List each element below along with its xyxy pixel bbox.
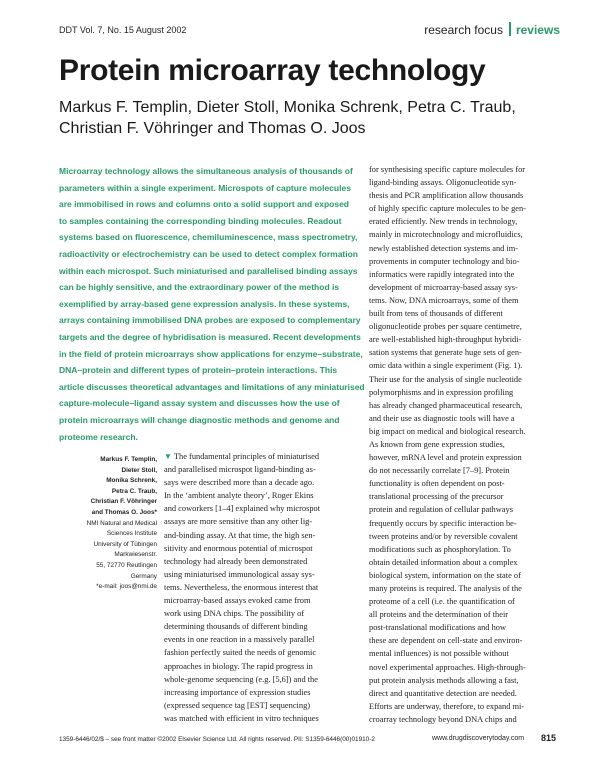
body-text-line: provements in computer technology and bio- xyxy=(369,256,520,266)
body-text-line: and coworkers [1–4] explained why microspot xyxy=(164,504,321,514)
body-text-line: tems. Nevertheless, the enormous interest that xyxy=(164,582,319,592)
body-text-line: was matched with efficient in vitro techniques xyxy=(164,713,319,723)
body-text-line: sitivity and enormous potential of microspot xyxy=(164,543,313,553)
body-text-line: functionality is often dependent on post- xyxy=(369,479,505,489)
body-text-line: these are dependent on cell-state and environ- xyxy=(369,636,523,646)
body-text-line: sation systems that generate huge sets of gen- xyxy=(369,348,522,358)
body-text-line: Efforts are underway, therefore, to expand mi- xyxy=(369,701,525,711)
abstract-line: are immobilised in rows and columns onto a solid support and exposed xyxy=(59,199,349,210)
body-text-line: of highly specific capture molecules to be gen- xyxy=(369,204,526,214)
affiliation-name: Christian F. Vöhringer xyxy=(90,498,157,506)
abstract-line: can be highly sensitive, and the extraordinary power of the method is xyxy=(59,282,340,293)
abstract-line: article discusses theoretical advantages and limitations of any miniaturised xyxy=(59,381,365,392)
affiliation-name: Monika Schrenk, xyxy=(106,477,157,485)
abstract xyxy=(59,163,365,445)
journal-issue: DDT Vol. 7, No. 15 August 2002 xyxy=(59,25,187,35)
body-text-line: for synthesising specific capture molecules for xyxy=(369,165,526,174)
triangle-marker-icon: ▼ xyxy=(164,452,174,461)
body-text-line: fashion perfectly suited the needs of genomic xyxy=(164,648,317,658)
body-text-line: ligand-binding assays. Oligonucleotide syn- xyxy=(369,178,517,188)
abstract-line: systems based on fluorescence, chemiluminescence, mass spectrometry, xyxy=(59,232,358,243)
body-text-line: oligonucleotide probes per square centimetre, xyxy=(369,322,522,332)
author-line: Markus F. Templin, Dieter Stoll, Monika Schrenk, Petra C. Traub, xyxy=(59,99,516,116)
body-text-line: determining thousands of different binding xyxy=(164,622,308,632)
abstract-line: to samples containing the corresponding binding molecules. Readout xyxy=(59,215,342,226)
body-text-line: Their use for the analysis of single nucleotide xyxy=(369,374,522,384)
author-affiliation xyxy=(59,455,157,593)
affiliation-address-line: Germany xyxy=(130,572,157,580)
affiliation-address-line: 55, 72770 Reutlingen xyxy=(96,561,157,569)
body-text-line: work using DNA chips. The possibility of xyxy=(164,609,305,619)
abstract-line: proteome research. xyxy=(59,431,138,442)
body-text-line: mainly in microtechnology and microfluidics, xyxy=(369,230,523,240)
body-text-line: protein and regulation of cellular pathways xyxy=(369,505,513,515)
abstract-line: DNA–protein and different types of protein–protein interactions. This xyxy=(59,365,338,376)
body-text-line: In the ‘ambient analyte theory’, Roger Ekins xyxy=(164,491,314,501)
body-text-line: development of microarray-based assay sys- xyxy=(369,282,518,292)
affiliation-address-line: NMI Natural and Medical xyxy=(86,519,157,527)
body-text-line: technology had already been demonstrated xyxy=(164,556,308,566)
affiliation-name: Petra C. Traub, xyxy=(111,487,157,495)
affiliation-address-line: University of Tübingen xyxy=(93,540,157,548)
body-text-line: modifications such as phosphorylation. To xyxy=(369,544,511,554)
body-text-line: novel experimental approaches. High-through- xyxy=(369,662,526,672)
body-column-right xyxy=(369,163,561,726)
body-text-line: many proteins is required. The analysis of the xyxy=(369,584,522,593)
body-text-line: built from tens of thousands of different xyxy=(369,309,503,319)
page-number: 815 xyxy=(541,733,557,743)
abstract-line: in the field of protein microarrays show applications for enzyme–substrate, xyxy=(59,348,363,359)
body-text-line: proteome of a cell (i.e. the quantification of xyxy=(369,597,515,607)
body-text-line: however, mRNA level and protein expression xyxy=(369,453,522,463)
body-text-line: polymorphisms and in expression profiling xyxy=(369,387,514,397)
abstract-line: arrays containing immobilised DNA probes are exposed to complementary xyxy=(59,315,361,326)
body-text-line: obtain detailed information about a complex xyxy=(369,557,518,567)
body-text-line: informatics were rapidly integrated into the xyxy=(369,269,515,279)
abstract-line: radioactivity or electrochemistry can be used to detect complex formation xyxy=(59,248,359,259)
body-text-line: whole-genome sequencing (e.g. [5,6]) and the xyxy=(164,674,318,684)
body-text-line: biological system, information on the state of xyxy=(369,570,521,580)
section-label: reviews xyxy=(515,23,560,37)
affiliation-address-line: Markwiesenstr. xyxy=(114,551,157,559)
body-text-line: thesis and PCR amplification allow thousands xyxy=(369,191,524,201)
footer-url[interactable]: www.drugdiscoverytoday.com xyxy=(432,735,525,742)
body-text-line: tems. Now, DNA microarrays, some of them xyxy=(369,295,519,305)
affiliation-name: Markus F. Templin, xyxy=(100,456,157,463)
body-text-line: says were described more than a decade ago. xyxy=(164,478,315,488)
body-text-line: frequently occurs by specific interaction be- xyxy=(369,518,517,528)
body-text-line: increasing importance of expression studies xyxy=(164,687,311,697)
body-text-line: newly established detection systems and im- xyxy=(369,243,519,253)
section-focus: research focus xyxy=(424,23,503,37)
body-text-line: As known from gene expression studies, xyxy=(369,439,505,449)
body-text-line: microarray-based assays evoked came from xyxy=(164,596,311,606)
body-text-line: are well-established high-throughput hybridi- xyxy=(369,335,522,345)
body-text-line: post-translational modifications and how xyxy=(369,623,506,633)
body-text-line: put protein analysis methods allowing a fast, xyxy=(369,675,519,685)
body-text-line: direct and quantitative detection are needed. xyxy=(369,688,517,698)
body-text-line: and their use as diagnostic tools will have a xyxy=(369,413,515,423)
affiliation-address-line: *e-mail: joos@nmi.de xyxy=(96,583,157,591)
affiliation-address-line: Sciences Institute xyxy=(106,530,157,538)
abstract-line: exemplified by array-based gene expression analysis. In these systems, xyxy=(59,298,350,309)
body-column-middle xyxy=(164,450,354,725)
body-text-line: do not necessarily correlate [7–9]. Protein xyxy=(369,466,510,476)
body-text-line: erated efficiently. New trends in technology, xyxy=(369,217,518,227)
section-header xyxy=(424,22,560,37)
body-text-line: and parallelised microspot ligand-binding as- xyxy=(164,465,316,475)
body-text-line: croarray technology beyond DNA chips and xyxy=(369,714,517,724)
body-text-line: big impact on medical and biological research. xyxy=(369,426,526,436)
body-text-line: has already changed pharmaceutical research, xyxy=(369,400,523,410)
section-divider xyxy=(509,22,511,36)
article-title: Protein microarray technology xyxy=(59,54,486,87)
abstract-line: capture-molecule–ligand assay system and discusses how the use of xyxy=(59,398,340,409)
body-text-line: omic data within a single experiment (Fig. 1). xyxy=(369,361,523,371)
affiliation-address xyxy=(59,519,157,593)
footer-legal: 1359-6446/02/$ – see front matter ©2002 Elsevier Science Ltd. All rights reserved. PII: S1359-6446(00)01910-2 xyxy=(59,736,375,743)
body-text-line: events in one reaction in a massively parallel xyxy=(164,635,315,645)
affiliation-name: and Thomas O. Joos* xyxy=(91,508,157,516)
author-line: Christian F. Vöhringer and Thomas O. Joos xyxy=(59,120,366,137)
body-text-line: all proteins and the determination of their xyxy=(369,610,509,620)
abstract-line: targets and the degree of hybridisation is measured. Recent developments xyxy=(59,331,361,342)
body-text-line: and-binding assay. At that time, the high sen- xyxy=(164,530,316,540)
affiliation-name: Dieter Stoll, xyxy=(121,466,157,474)
abstract-line: Microarray technology allows the simultaneous analysis of thousands of xyxy=(59,166,353,176)
body-text-line: ▼ The fundamental principles of miniaturised xyxy=(164,452,320,461)
body-text-line: translational processing of the precursor xyxy=(369,492,504,502)
body-text-line: (expressed sequence tag [EST] sequencing) xyxy=(164,700,311,710)
body-text-line: approaches in biology. The rapid progress in xyxy=(164,661,313,671)
body-text-line: using miniaturised immunological assay sys- xyxy=(164,569,315,579)
abstract-line: within each microspot. Such miniaturised and parallelised binding assays xyxy=(59,265,358,276)
affiliation-names xyxy=(59,455,157,519)
author-list xyxy=(59,97,539,139)
body-text-line: assays are more sensitive than any other lig- xyxy=(164,517,313,527)
abstract-line: parameters within a single experiment. Microspots of capture molecules xyxy=(59,182,351,193)
body-text-line: mental influences) is not possible without xyxy=(369,649,509,659)
body-text-line: tween proteins and/or by reversible covalent xyxy=(369,531,518,541)
abstract-line: protein microarrays will change diagnostic methods and genome and xyxy=(59,414,340,425)
